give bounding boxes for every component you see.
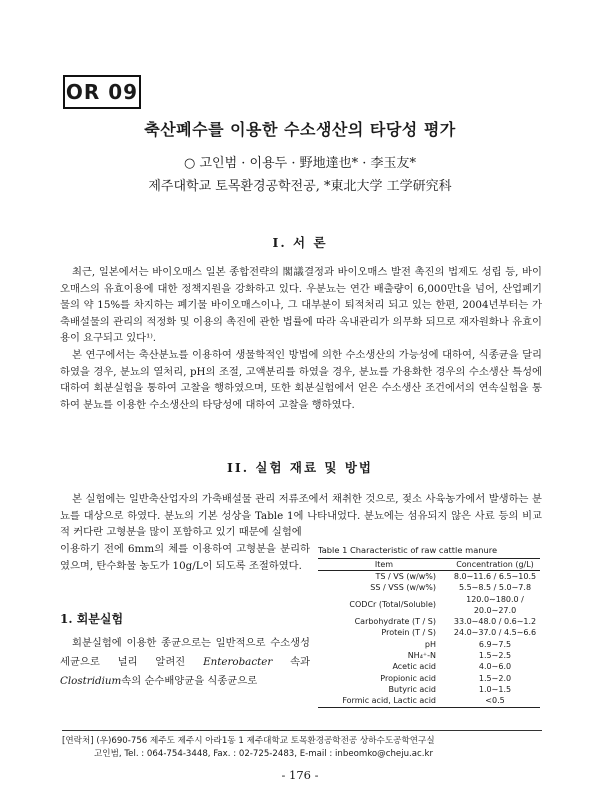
table-cell-item: Acetic acid — [392, 662, 436, 672]
table-header-row — [318, 559, 540, 571]
methods-paragraph-narrow: 이용하기 전에 6mm의 체를 이용하여 고형분을 분리하였으며, 탄수화물 농도가 10g/L이 되도록 조절하였다. — [60, 543, 310, 572]
table-cell-item: Carbohydrate (T / S) — [354, 617, 436, 627]
batch-text-3: 속의 순수배양균을 식종균으로 — [121, 675, 258, 687]
contact-divider — [62, 730, 542, 731]
genus-clostridium: Clostridium — [60, 675, 122, 687]
intro-paragraph-2: 본 연구에서는 축산분뇨를 이용하여 생물학적인 방법에 의한 수소생산의 가능성에 대하여, 식종균을 달리하였을 경우, 분뇨의 열처리, pH의 조절, 고액분리를 하였을 경우, 분뇨를 가용화한 경우의 수소생산 특성에 대하여 회분실험을 통하여 고찰을 행하였으며, 또한 회분실험에서 얻은 수소생산 조건에서의 연속실험을 통하여 분뇨를 이용한 수소생산의 타당성에 대하여 고찰을 행하였다. — [60, 348, 542, 411]
table-header-concentration: Concentration (g/L) — [450, 559, 540, 571]
table-cell-concentration: 1.5∼2.5 — [478, 651, 512, 661]
table-row — [318, 661, 540, 672]
table-caption: Table 1 Characteristic of raw cattle manure — [318, 545, 498, 555]
page-number: - 176 - — [281, 768, 319, 782]
paper-title: 축산폐수를 이용한 수소생산의 타당성 평가 — [144, 120, 456, 139]
characteristics-table — [318, 558, 540, 708]
table-cell-item: NH₄⁺-N — [407, 651, 436, 661]
table-row — [318, 582, 540, 593]
contact-details: 고인범, Tel. : 064-754-3448, Fax. : 02-725-2483, E-mail : inbeomko@cheju.ac.kr — [94, 749, 434, 759]
contact-address: [연락처] (우)690-756 제주도 제주시 아라1동 1 제주대학교 토목환경공학전공 상하수도공학연구실 — [62, 736, 435, 746]
methods-paragraph-full: 본 실험에는 일반축산업자의 가축배설물 관리 저류조에서 채취한 것으로, 젖소 사육농가에서 발생하는 분뇨를 대상으로 하였다. 분뇨의 기본 성상을 Table 1에 나타내었다. 분뇨에는 섬유되지 않은 사료 등의 비교적 커다란 고형분을 많이 포함하고 있기 때문에 실험에 — [60, 493, 542, 539]
table-row — [318, 684, 540, 695]
table-cell-item: Formic acid, Lactic acid — [318, 695, 450, 707]
section-heading-methods: II. 실험 재료 및 방법 — [227, 460, 373, 475]
table-row — [318, 594, 540, 617]
table-row — [318, 627, 540, 638]
table-row — [318, 616, 540, 627]
table-cell-item: TS / VS (w/w%) — [375, 572, 436, 581]
intro-body — [60, 264, 542, 413]
table-cell-item: Butyric acid — [388, 684, 436, 694]
affiliation: 제주대학교 토목환경공학전공, *東北大学 工学研究科 — [148, 179, 452, 194]
section-heading-intro: I. 서 론 — [272, 235, 328, 250]
batch-text-2: 속과 — [272, 656, 310, 668]
table-cell-concentration: 8.0∼11.6 / 6.5∼10.5 — [453, 572, 537, 581]
table-cell-concentration: 5.5∼8.5 / 5.0∼7.8 — [458, 583, 532, 593]
table-cell-item: Propionic acid — [380, 673, 436, 683]
table-cell-concentration: 33.0∼48.0 / 0.6∼1.2 — [453, 617, 537, 627]
table-cell-item: SS / VSS (w/w%) — [370, 583, 436, 593]
table-row — [318, 650, 540, 661]
table-cell-concentration: <0.5 — [450, 695, 540, 707]
paper-code-box: OR 09 — [63, 75, 141, 109]
table-cell-concentration: 24.0∼37.0 / 4.5∼6.6 — [453, 628, 537, 638]
table-cell-item: CODCr (Total/Soluble) — [349, 600, 436, 610]
methods-body — [60, 491, 542, 541]
subsection-heading-batch: 1. 회분실험 — [60, 612, 124, 626]
table-row — [318, 639, 540, 650]
methods-body-narrow — [60, 541, 310, 574]
table-row — [318, 695, 540, 707]
author-list: ○ 고인범 · 이용두 · 野地達也* · 李玉友* — [183, 156, 416, 171]
table-cell-concentration: 1.0∼1.5 — [478, 684, 512, 694]
batch-text-1: 회분실험에 이용한 종균으로는 일반적으로 수소생성 세균으로 널리 알려진 — [60, 637, 310, 668]
table-cell-concentration: 4.0∼6.0 — [478, 662, 512, 672]
table-cell-concentration: 120.0∼180.0 / 20.0∼27.0 — [466, 594, 524, 615]
table-cell-concentration: 6.9∼7.5 — [478, 639, 512, 649]
table-header-item: Item — [318, 559, 450, 571]
table-cell-item: pH — [424, 639, 436, 649]
table-row — [318, 673, 540, 684]
table-row — [318, 571, 540, 583]
batch-body — [60, 634, 310, 691]
genus-enterobacter: Enterobacter — [203, 656, 273, 668]
table-cell-concentration: 1.5∼2.0 — [478, 673, 512, 683]
intro-paragraph-1: 최근, 일본에서는 바이오매스 일본 종합전략의 閣議결정과 바이오매스 발전 촉진의 법제도 성립 등, 바이오매스의 유효이용에 대한 정책지원을 강화하고 있다. 우분뇨는 연간 배출량이 6,000만t을 넘어, 산업폐기물의 약 15%를 차지하는 폐기물 바이오매스이나, 그 대부분이 퇴적처리 되고 있는 한편, 2004년부터는 가축배설물의 관리의 적정화 및 이용의 촉진에 관한 법률에 따라 옥내관리가 의무화 되므로 재자원화나 유효이용이 요구되고 있다¹⁾. — [60, 266, 542, 345]
table-cell-item: Protein (T / S) — [381, 628, 436, 638]
